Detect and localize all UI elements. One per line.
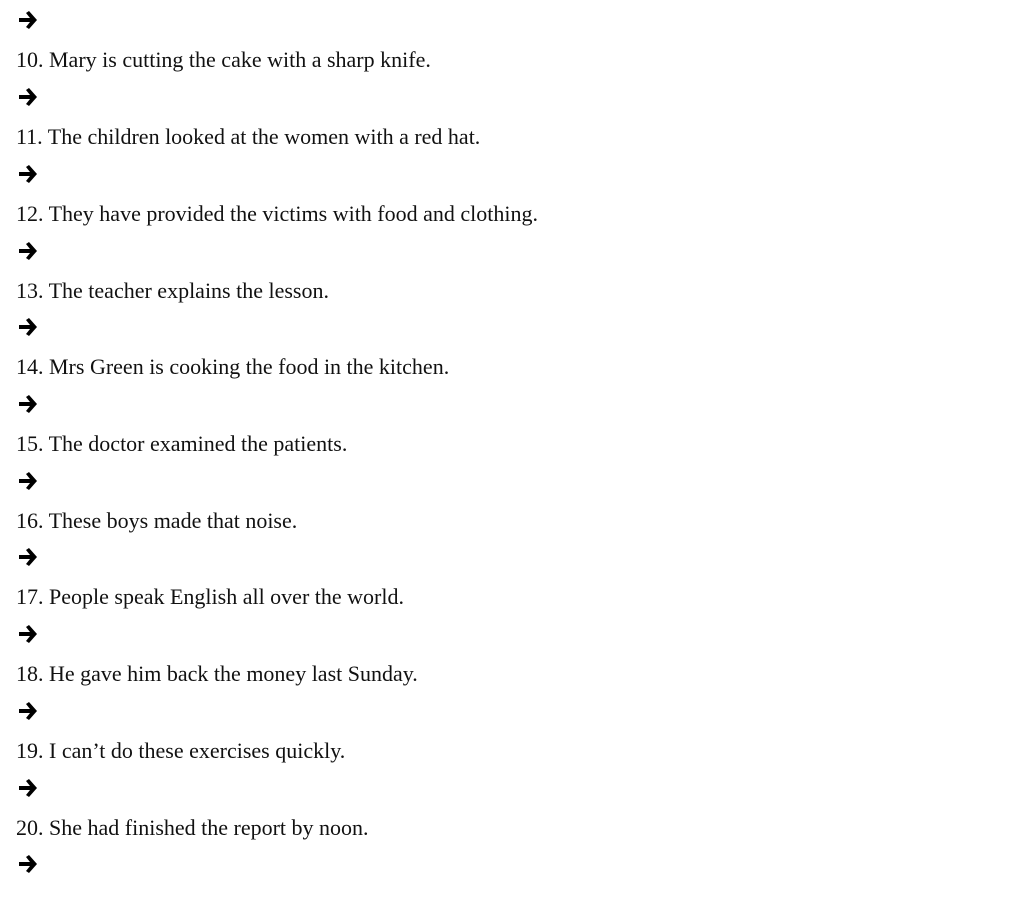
- exercise-item-11: 11. The children looked at the women with a red hat.: [16, 124, 481, 149]
- exercise-item-15: 15. The doctor examined the patients.: [16, 431, 348, 456]
- exercise-item-19: 19. I can’t do these exercises quickly.: [16, 738, 346, 763]
- right-arrow-icon: [18, 854, 44, 876]
- right-arrow-icon: [18, 87, 44, 109]
- right-arrow-icon: [18, 394, 44, 416]
- exercise-item-14: 14. Mrs Green is cooking the food in the kitchen.: [16, 354, 450, 379]
- right-arrow-icon: [18, 317, 44, 339]
- exercise-item-12: 12. They have provided the victims with food and clothing.: [16, 201, 538, 226]
- exercise-item-20: 20. She had finished the report by noon.: [16, 815, 369, 840]
- right-arrow-icon: [18, 164, 44, 186]
- right-arrow-icon: [18, 624, 44, 646]
- exercise-item-10: 10. Mary is cutting the cake with a sharp knife.: [16, 47, 431, 72]
- right-arrow-icon: [18, 471, 44, 493]
- exercise-item-18: 18. He gave him back the money last Sunday.: [16, 661, 418, 686]
- right-arrow-icon: [18, 10, 44, 32]
- exercise-item-13: 13. The teacher explains the lesson.: [16, 278, 329, 303]
- exercise-item-17: 17. People speak English all over the world.: [16, 584, 404, 609]
- right-arrow-icon: [18, 701, 44, 723]
- right-arrow-icon: [18, 241, 44, 263]
- right-arrow-icon: [18, 547, 44, 569]
- right-arrow-icon: [18, 778, 44, 800]
- exercise-item-16: 16. These boys made that noise.: [16, 508, 298, 533]
